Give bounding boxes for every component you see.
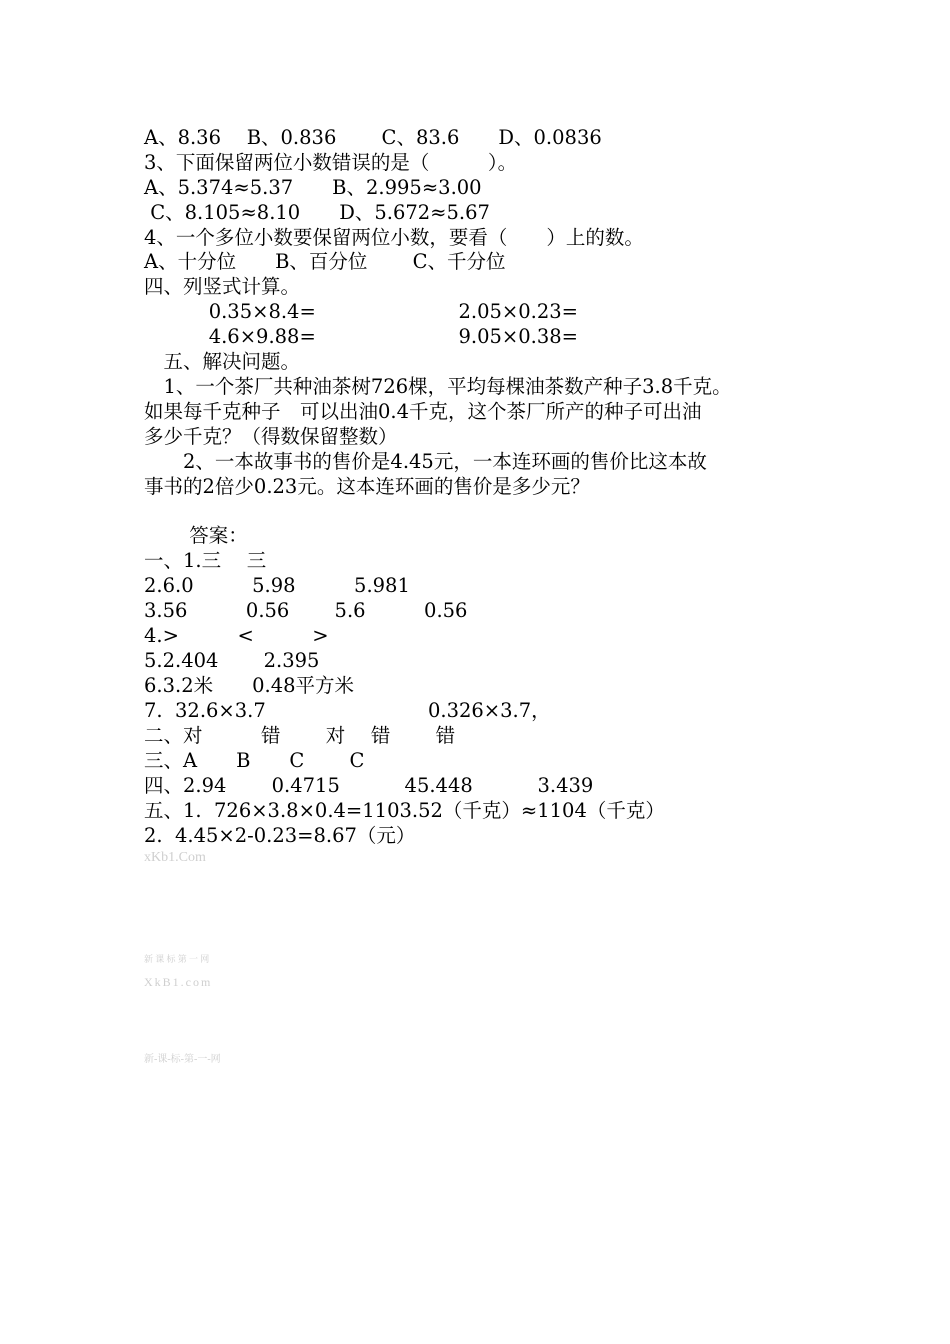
answers-heading: 答案： (144, 524, 248, 547)
section-5-heading: 五、解决问题。 (144, 350, 301, 373)
problem-1-line-1: 1、一个茶厂共种油茶树726棵，平均每棵油茶数产种子3.8千克。 (144, 375, 732, 398)
watermark: 新 课 标 第 一 网 (144, 954, 210, 964)
watermark: XkB1.com (144, 975, 213, 989)
calc-row-1: 0.35×8.4= 2.05×0.23= (144, 300, 579, 323)
section-4-heading: 四、列竖式计算。 (144, 275, 301, 298)
answer-line: 二、对 错 对 错 错 (144, 724, 456, 747)
question-3-options-cd: C、8.105≈8.10 D、5.672≈5.67 (144, 201, 490, 224)
question-4-options: A、十分位 B、百分位 C、千分位 (144, 250, 506, 273)
question-2-options: A、8.36 B、0.836 C、83.6 D、0.0836 (144, 126, 602, 149)
answer-line: 3.56 0.56 5.6 0.56 (144, 599, 468, 622)
answer-line: 6.3.2米 0.48平方米 (144, 674, 355, 697)
answer-line: 5.2.404 2.395 (144, 649, 320, 672)
answer-line: 4.> < > (144, 624, 329, 647)
question-3-options-ab: A、5.374≈5.37 B、2.995≈3.00 (144, 176, 482, 199)
calc-row-2: 4.6×9.88= 9.05×0.38= (144, 325, 579, 348)
answer-line: 三、A B C C (144, 749, 365, 772)
answer-line: 一、1.三 三 (144, 549, 267, 572)
answer-line: 四、2.94 0.4715 45.448 3.439 (144, 774, 594, 797)
answer-line: 五、1. 726×3.8×0.4=1103.52（千克）≈1104（千克） (144, 799, 665, 822)
watermark: xKb1.Com (144, 850, 206, 865)
problem-1-line-2: 如果每千克种子 可以出油0.4千克，这个茶厂所产的种子可出油 (144, 400, 702, 423)
answer-line: 2. 4.45×2-0.23=8.67（元） (144, 824, 416, 847)
question-4: 4、一个多位小数要保留两位小数，要看（ ）上的数。 (144, 226, 644, 249)
answer-line: 7. 32.6×3.7 0.326×3.7， (144, 699, 551, 722)
question-3: 3、下面保留两位小数错误的是（ ）。 (144, 151, 518, 174)
watermark: 新-课-标-第-一-网 (144, 1054, 221, 1065)
problem-1-line-3: 多少千克？（得数保留整数） (144, 425, 398, 448)
problem-2-line-1: 2、一本故事书的售价是4.45元，一本连环画的售价比这本故 (144, 450, 707, 473)
answer-line: 2.6.0 5.98 5.981 (144, 574, 410, 597)
problem-2-line-2: 事书的2倍少0.23元。这本连环画的售价是多少元？ (144, 475, 590, 498)
